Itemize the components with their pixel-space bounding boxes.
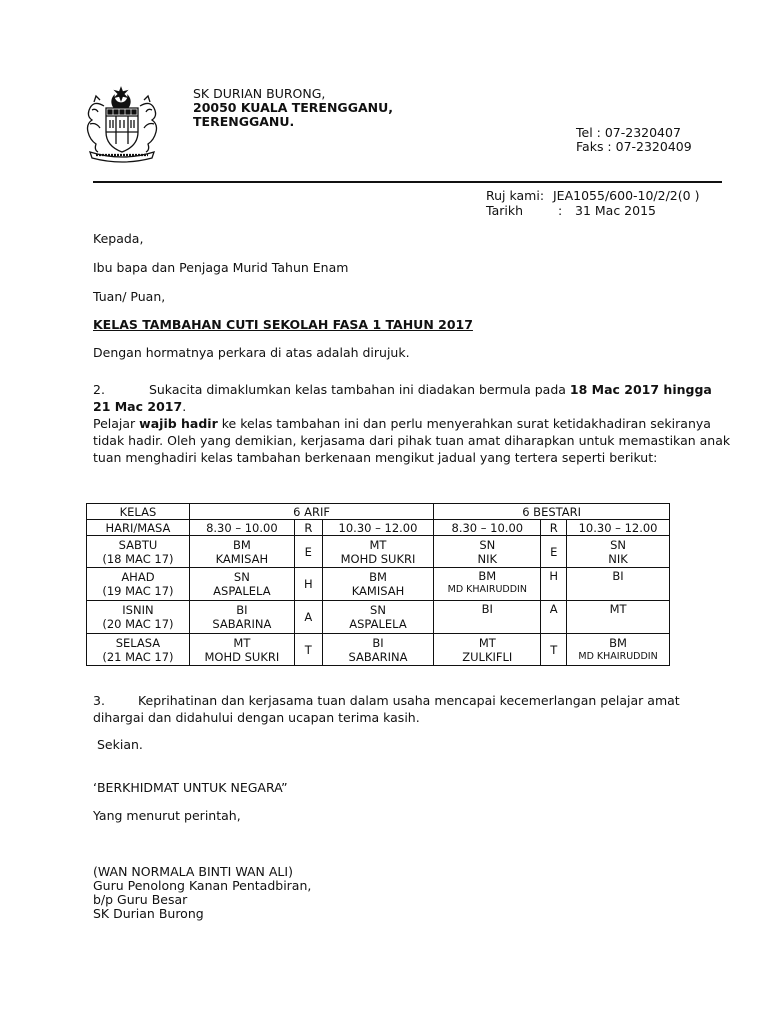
paragraph-3 <box>93 692 733 726</box>
timetable-class-header-row <box>87 504 670 520</box>
subject: SN <box>233 570 250 584</box>
paragraph-3-number: 3. <box>93 693 105 708</box>
teacher: SABARINA <box>348 649 408 664</box>
paragraph-2-period: . <box>182 399 187 414</box>
subject: MT <box>478 635 496 650</box>
opening-line: Dengan hormatnya perkara di atas adalah dirujuk. <box>93 345 410 360</box>
date-value: 31 Mac 2015 <box>575 203 656 218</box>
signatory-school: SK Durian Burong <box>93 906 204 921</box>
rehat-header-b: R <box>541 520 567 536</box>
subject: MT <box>369 537 387 552</box>
slot-2-header-b: 10.30 – 12.00 <box>567 520 670 536</box>
session-cell <box>322 536 433 568</box>
session-cell <box>189 568 294 601</box>
teacher: MD KHAIRUDDIN <box>578 650 658 662</box>
address-line-2: TERENGGANU. <box>193 114 295 129</box>
session-cell <box>567 634 670 666</box>
teacher: MOHD SUKRI <box>340 551 416 566</box>
teacher: NIK <box>608 551 628 566</box>
subject: SN <box>610 537 626 552</box>
teacher: ZULKIFLI <box>462 649 513 664</box>
break-cell: E <box>541 536 567 568</box>
teacher: ASPALELA <box>213 584 271 598</box>
subject: BM <box>609 635 627 650</box>
subject: BM <box>369 570 387 584</box>
break-cell: T <box>294 634 322 666</box>
teacher: KAMISAH <box>215 551 269 566</box>
rehat-header: R <box>294 520 322 536</box>
paragraph-2-pelajar: Pelajar <box>93 416 140 431</box>
subject: SN <box>370 603 386 617</box>
subject: BI <box>481 602 493 616</box>
subject: BI <box>612 569 624 583</box>
subject: MT <box>233 635 251 650</box>
break-cell: E <box>294 536 322 568</box>
slot-1-header: 8.30 – 10.00 <box>189 520 294 536</box>
header-divider <box>93 181 722 183</box>
table-row <box>87 536 670 568</box>
paragraph-2-dates: 18 Mac 2017 hingga 21 Mac 2017 <box>93 382 712 414</box>
break-cell: T <box>541 634 567 666</box>
subject: BI <box>236 603 248 617</box>
slot-1-header-b: 8.30 – 10.00 <box>434 520 541 536</box>
day-date: (20 MAC 17) <box>102 617 174 631</box>
session-cell <box>189 536 294 568</box>
date-colon: : <box>558 203 563 218</box>
paragraph-2-mandatory: wajib hadir <box>139 416 218 431</box>
closing: Sekian. <box>97 737 143 752</box>
motto: ‘BERKHIDMAT UNTUK NEGARA” <box>93 780 288 795</box>
paragraph-2 <box>93 381 733 466</box>
session-cell <box>189 601 294 634</box>
signatory-on-behalf: b/p Guru Besar <box>93 892 188 907</box>
signatory-title: Guru Penolong Kanan Pentadbiran, <box>93 878 312 893</box>
recipient: Ibu bapa dan Penjaga Murid Tahun Enam <box>93 260 349 275</box>
signatory-name: (WAN NORMALA BINTI WAN ALI) <box>93 864 293 879</box>
addressee-heading: Kepada, <box>93 231 144 246</box>
session-cell <box>434 568 541 601</box>
letter-subject: KELAS TAMBAHAN CUTI SEKOLAH FASA 1 TAHUN 2017 <box>93 317 473 332</box>
session-cell <box>434 536 541 568</box>
yours-faithfully: Yang menurut perintah, <box>93 808 241 823</box>
subject: BM <box>232 537 251 552</box>
paragraph-2-number: 2. <box>93 382 105 397</box>
kelas-header: KELAS <box>87 504 190 520</box>
session-cell <box>567 568 670 601</box>
session-cell <box>322 568 433 601</box>
reference-value: JEA1055/600-10/2/2(0 ) <box>553 188 700 203</box>
day-cell <box>87 601 190 634</box>
harimasa-header: HARI/MASA <box>87 520 190 536</box>
break-cell: A <box>541 601 567 634</box>
break-cell: A <box>294 601 322 634</box>
teacher: SABARINA <box>212 617 272 631</box>
subject: SN <box>479 537 496 552</box>
session-cell <box>567 601 670 634</box>
paragraph-3-text: Keprihatinan dan kerjasama tuan dalam usaha mencapai kecemerlangan pelajar amat dihargai dan didahului dengan ucapan terima kasih. <box>93 693 680 725</box>
teacher: MOHD SUKRI <box>204 649 280 664</box>
paragraph-2-rest: ke kelas tambahan ini dan perlu menyerahkan surat ketidakhadiran sekiranya tidak hadir. Oleh yang demikian, kerjasama dari pihak tuan amat diharapkan untuk memastikan anak tuan menghadiri kelas tambahan berkenaan mengikut jadual yang tertera seperti berikut: <box>93 416 731 465</box>
day-date: (19 MAC 17) <box>102 584 174 598</box>
table-row <box>87 601 670 634</box>
paragraph-2-text: Sukacita dimaklumkan kelas tambahan ini diadakan bermula pada <box>148 382 570 397</box>
day-name: AHAD <box>121 570 155 584</box>
session-cell <box>189 634 294 666</box>
subject: BI <box>372 635 384 650</box>
class-6-bestari-header: 6 BESTARI <box>434 504 670 520</box>
timetable-time-header-row <box>87 520 670 536</box>
day-cell <box>87 536 190 568</box>
teacher: ASPALELA <box>349 617 407 631</box>
day-name: SELASA <box>115 635 161 650</box>
school-name: SK DURIAN BURONG, <box>193 86 326 101</box>
class-6-arif-header: 6 ARIF <box>189 504 433 520</box>
subject: BM <box>478 569 497 583</box>
fax: Faks : 07-2320409 <box>576 139 692 154</box>
day-date: (21 MAC 17) <box>102 649 174 664</box>
session-cell <box>322 601 433 634</box>
table-row <box>87 568 670 601</box>
session-cell <box>567 536 670 568</box>
telephone: Tel : 07-2320407 <box>576 125 681 140</box>
malaysia-coat-of-arms-icon <box>80 86 164 164</box>
session-cell <box>322 634 433 666</box>
table-row <box>87 634 670 666</box>
date-label: Tarikh <box>486 203 523 218</box>
teacher: NIK <box>477 551 498 566</box>
reference-label: Ruj kami: <box>486 188 545 203</box>
teacher: KAMISAH <box>351 584 405 598</box>
slot-2-header: 10.30 – 12.00 <box>322 520 433 536</box>
salutation: Tuan/ Puan, <box>93 289 166 304</box>
break-cell: H <box>541 568 567 601</box>
teacher: MD KHAIRUDDIN <box>447 584 527 595</box>
address-line-1: 20050 KUALA TERENGGANU, <box>193 100 393 115</box>
day-name: SABTU <box>118 537 158 552</box>
timetable <box>86 503 670 666</box>
session-cell <box>434 601 541 634</box>
day-cell <box>87 634 190 666</box>
session-cell <box>434 634 541 666</box>
day-cell <box>87 568 190 601</box>
break-cell: H <box>294 568 322 601</box>
subject: MT <box>609 602 627 616</box>
day-date: (18 MAC 17) <box>102 551 174 566</box>
day-name: ISNIN <box>122 603 154 617</box>
